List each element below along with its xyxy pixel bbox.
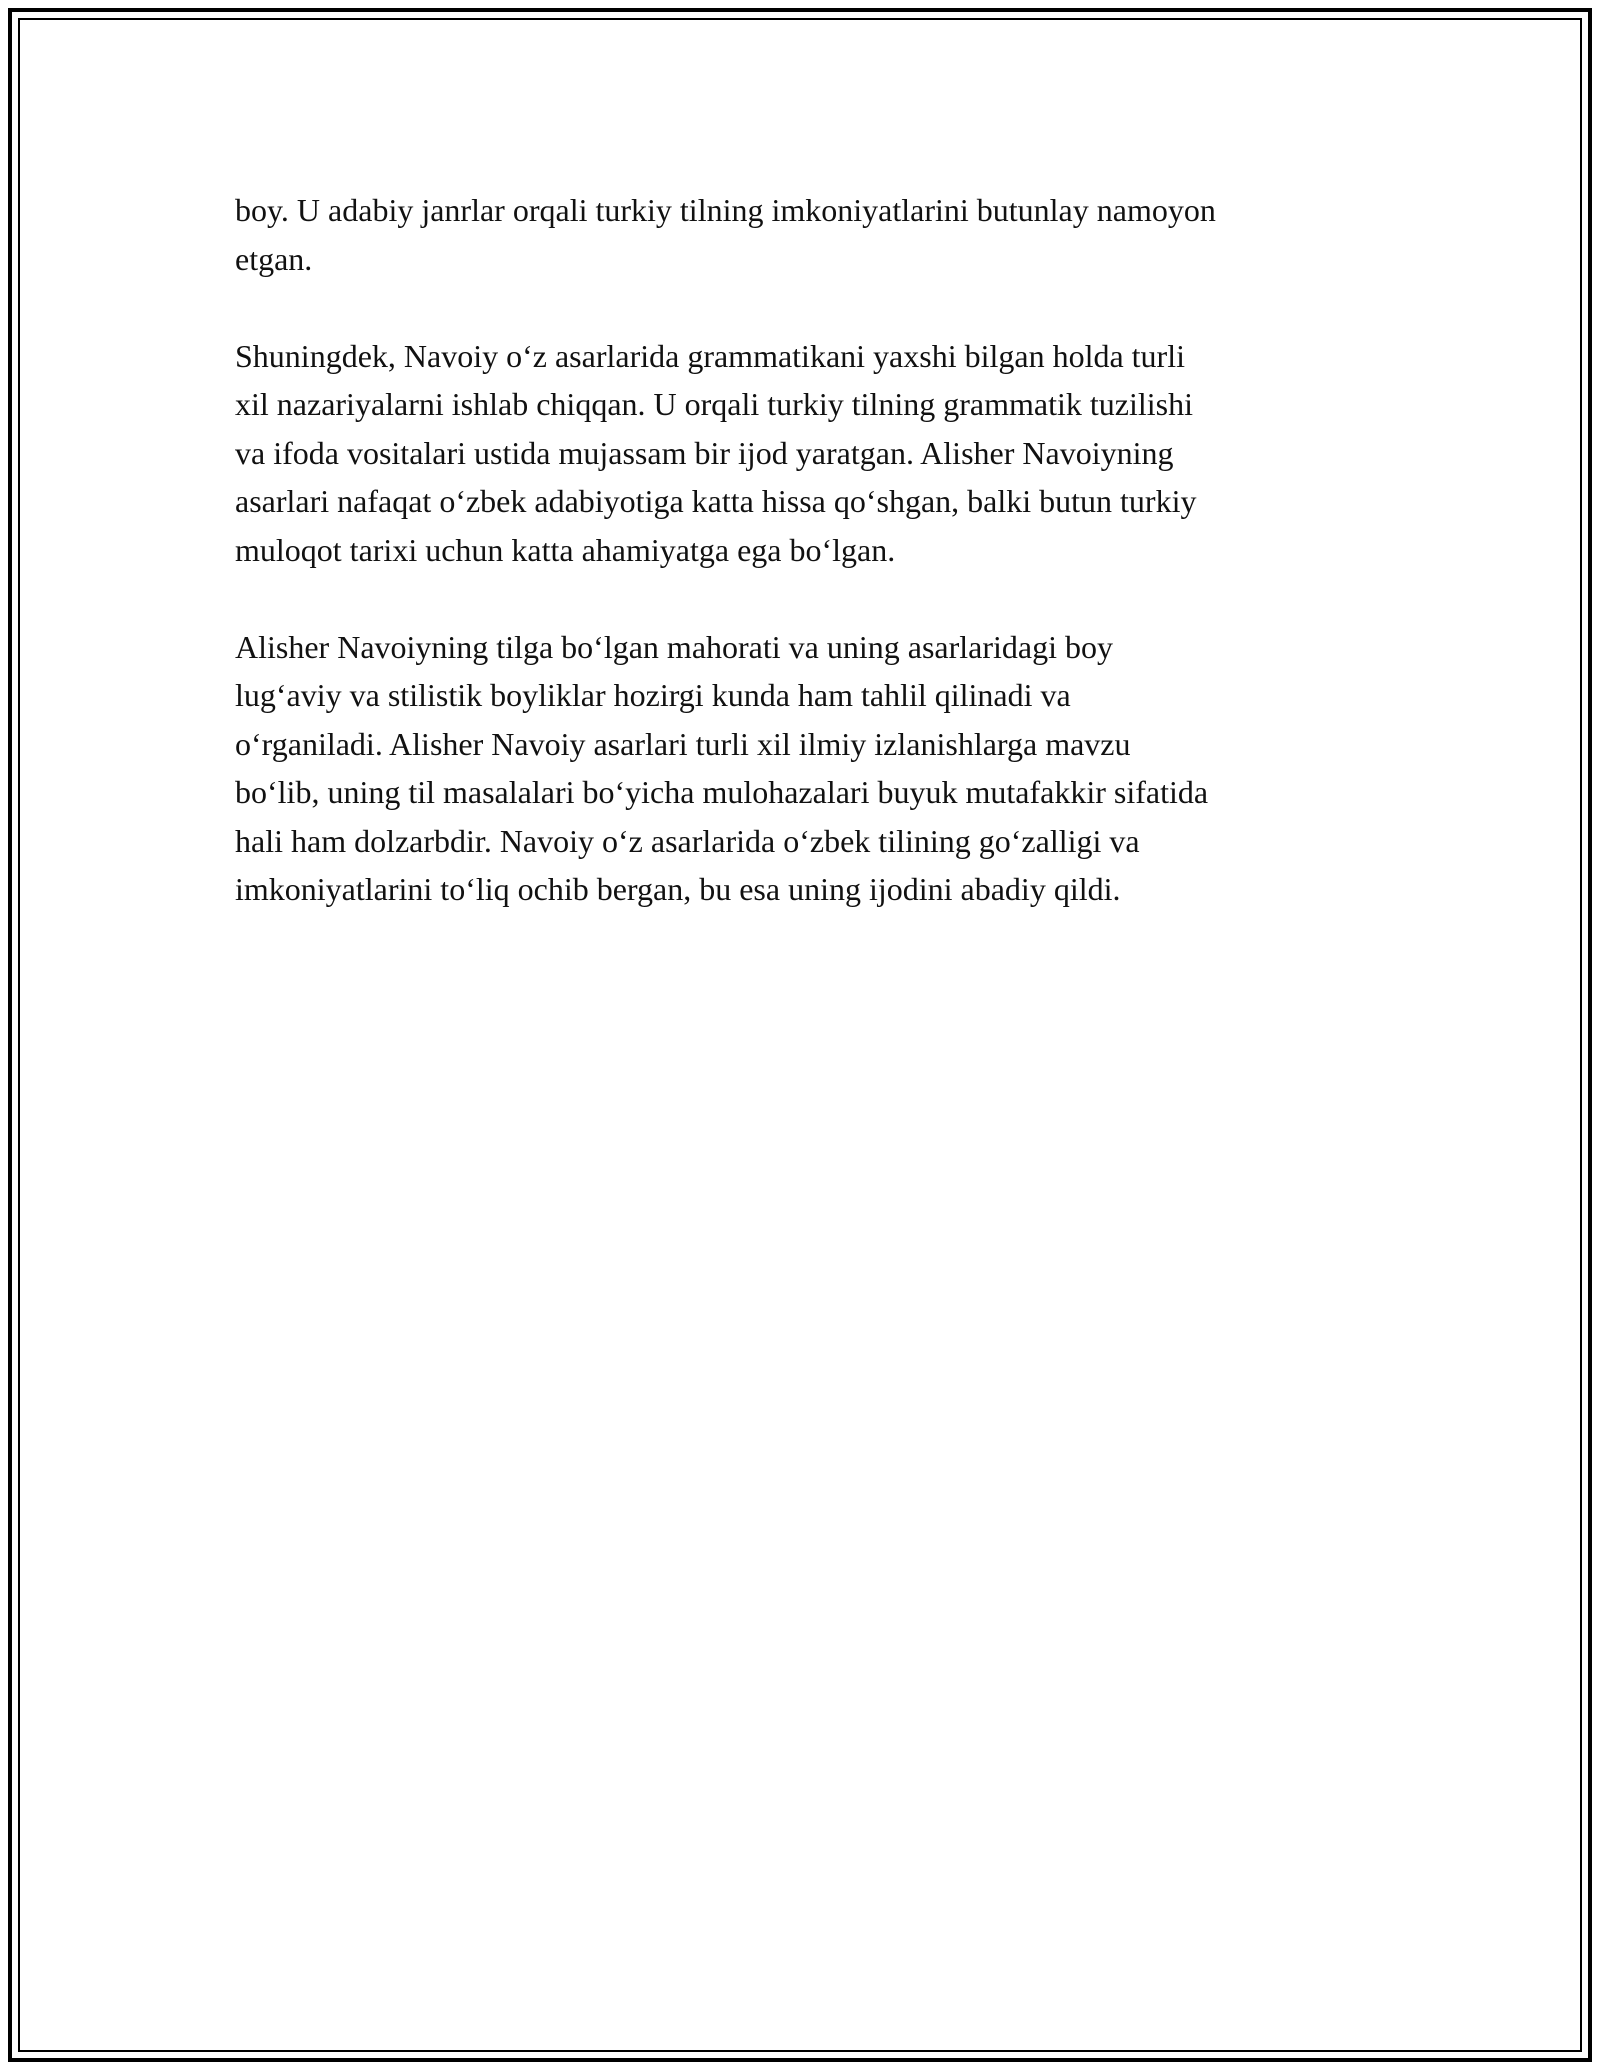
paragraph-grammar: Shuningdek, Navoiy o‘z asarlarida grammatikani yaxshi bilgan holda turli xil nazariyalarni ishlab chiqqan. U orqali turkiy tilning grammatik tuzilishi va ifoda vositalari ustida mujassam bir ijod yaratgan. Alisher Navoiyning asarlari nafaqat o‘zbek adabiyotiga katta hissa qo‘shgan, balki butun turkiy muloqot tarixi uchun katta ahamiyatga ega bo‘lgan. — [235, 337, 1197, 568]
paragraph-continuation: boy. U adabiy janrlar orqali turkiy tilning imkoniyatlarini butunlay namoyon etgan. — [235, 192, 1216, 277]
paragraph-legacy: Alisher Navoiyning tilga bo‘lgan mahorati va uning asarlaridagi boy lug‘aviy va stilistik boyliklar hozirgi kunda ham tahlil qilinadi va o‘rganiladi. Alisher Navoiy asarlari turli xil ilmiy izlanishlarga mavzu bo‘lib, uning til masalalari bo‘yicha mulohazalari buyuk mutafakkir sifatida hali ham dolzarbdir. Navoiy o‘z asarlarida o‘zbek tilining go‘zalligi va imkoniyatlarini to‘liq ochib bergan, bu esa uning ijodini abadiy qildi. — [235, 628, 1209, 907]
document-body — [235, 186, 1415, 962]
